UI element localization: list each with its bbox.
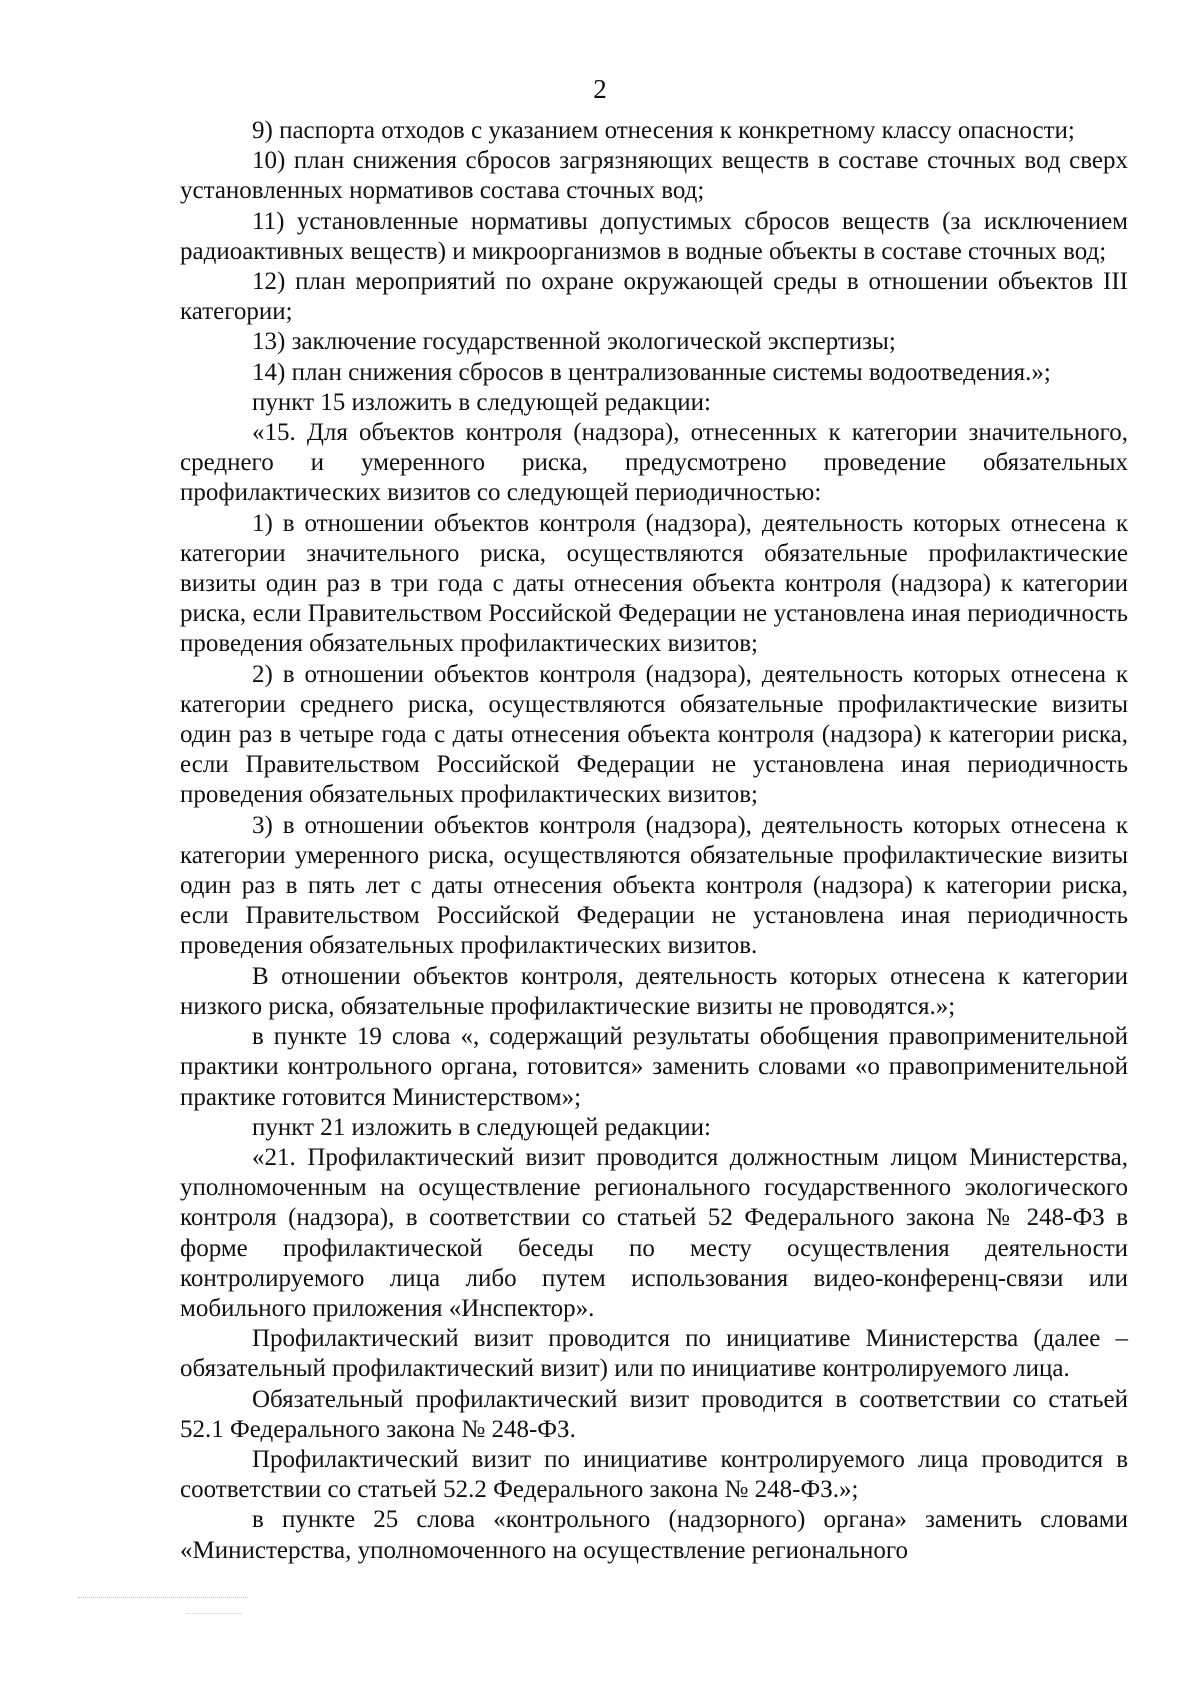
- amendment-instruction-19: в пункте 19 слова «, содержащий результаты обобщения правоприменительной практики контрольного органа, готовится» заменить словами «о правоприменительной практике готовится Министерством»;: [180, 1023, 1128, 1111]
- clause-15-low-risk: В отношении объектов контроля, деятельность которых отнесена к категории низкого риска, обязательные профилактические визиты не проводятся.»;: [180, 962, 1128, 1020]
- clause-21: «21. Профилактический визит проводится должностным лицом Министерства, уполномоченным на осуществление регионального государственного экологического контроля (надзора), в соответствии со статьей 52 Федерального закона № 248-ФЗ в форме профилактической беседы по месту осуществления деятельности контролируемого лица либо путем использования видео-конференц-связи или мобильного приложения «Инспектор».: [180, 1143, 1128, 1322]
- amendment-instruction-15: пункт 15 изложить в следующей редакции:: [252, 388, 711, 416]
- list-item-10: 10) план снижения сбросов загрязняющих веществ в составе сточных вод сверх установленных нормативов состава сточных вод;: [180, 147, 1128, 205]
- clause-15-item-1: 1) в отношении объектов контроля (надзора), деятельность которых отнесена к категории значительного риска, осуществляются обязательные профилактические визиты один раз в три года с даты отнесения объекта контроля (надзора) к категории риска, если Правительством Российской Федерации не установлена иная периодичность проведения обязательных профилактических визитов;: [180, 509, 1128, 658]
- clause-15-item-3: 3) в отношении объектов контроля (надзора), деятельность которых отнесена к категории умеренного риска, осуществляются обязательные профилактические визиты один раз в пять лет с даты отнесения объекта контроля (надзора) к категории риска, если Правительством Российской Федерации не установлена иная периодичность проведения обязательных профилактических визитов.: [180, 811, 1128, 960]
- list-item-9: 9) паспорта отходов с указанием отнесения к конкретному классу опасности;: [252, 117, 1075, 144]
- clause-21-controlled-person-visit: Профилактический визит по инициативе контролируемого лица проводится в соответствии со статьей 52.2 Федерального закона № 248-ФЗ.»;: [180, 1445, 1128, 1504]
- scan-artifact-line: [78, 1597, 248, 1598]
- clause-15: «15. Для объектов контроля (надзора), отнесенных к категории значительного, среднего и умеренного риска, предусмотрено проведение обязательных профилактических визитов со следующей периодичностью:: [180, 419, 1128, 507]
- amendment-instruction-21: пункт 21 изложить в следующей редакции:: [252, 1113, 711, 1141]
- document-body: [180, 116, 1128, 1566]
- list-item-13: 13) заключение государственной экологической экспертизы;: [252, 328, 896, 356]
- clause-15-item-2: 2) в отношении объектов контроля (надзора), деятельность которых отнесена к категории среднего риска, осуществляются обязательные профилактические визиты один раз в четыре года с даты отнесения объекта контроля (надзора) к категории риска, если Правительством Российской Федерации не установлена иная периодичность проведения обязательных профилактических визитов;: [180, 660, 1128, 809]
- page-number: 2: [593, 74, 607, 104]
- list-item-12: 12) план мероприятий по охране окружающей среды в отношении объектов III категории;: [180, 268, 1128, 326]
- scan-artifact-line-short: [186, 1613, 241, 1614]
- clause-21-initiative: Профилактический визит проводится по инициативе Министерства (далее – обязательный профилактический визит) или по инициативе контролируемого лица.: [180, 1325, 1128, 1383]
- list-item-14: 14) план снижения сбросов в централизованные системы водоотведения.»;: [252, 358, 1051, 386]
- amendment-instruction-25: в пункте 25 слова «контрольного (надзорного) органа» заменить словами «Министерства, уполномоченного на осуществление регионального: [180, 1506, 1128, 1564]
- clause-21-mandatory-visit: Обязательный профилактический визит проводится в соответствии со статьей 52.1 Федерального закона № 248-ФЗ.: [180, 1385, 1128, 1443]
- list-item-11: 11) установленные нормативы допустимых сбросов веществ (за исключением радиоактивных веществ) и микроорганизмов в водные объекты в составе сточных вод;: [180, 207, 1128, 265]
